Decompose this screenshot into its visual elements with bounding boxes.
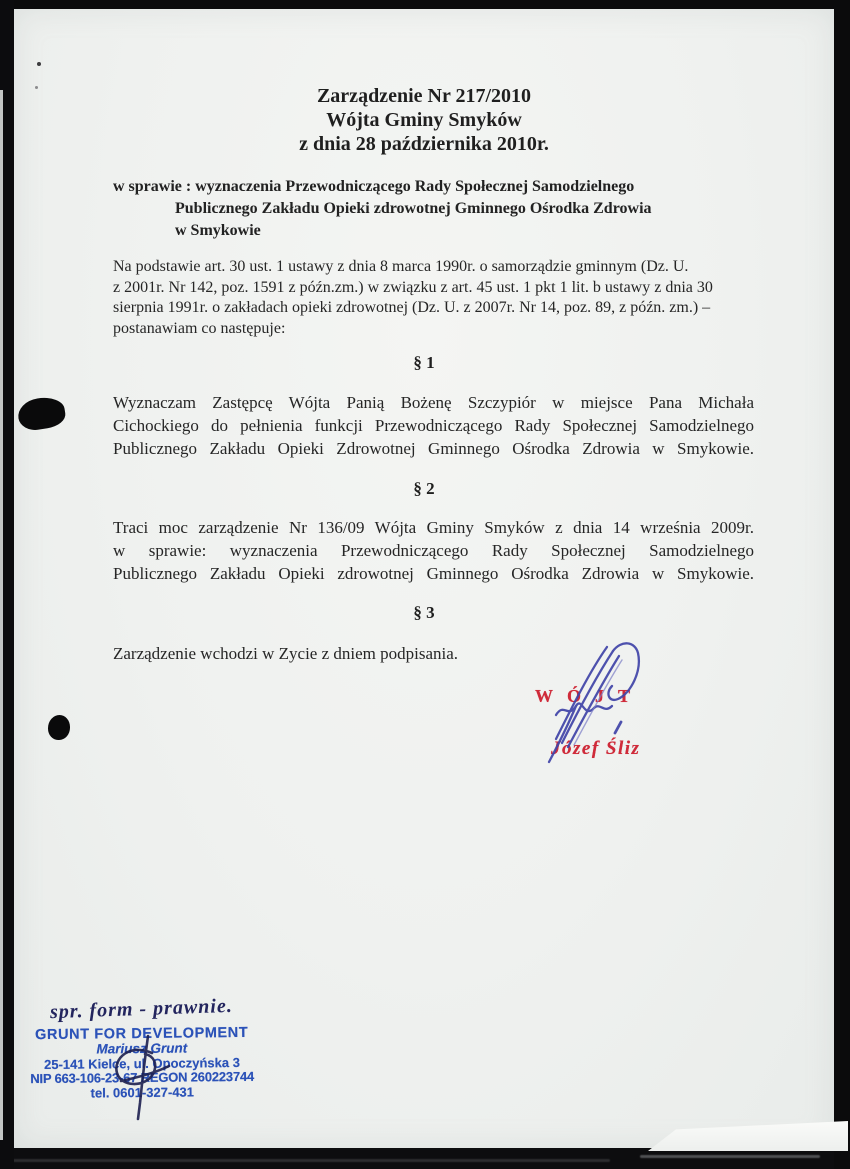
section-3-line-1: Zarządzenie wchodzi w Zycie z dniem podpisania. — [113, 644, 459, 663]
section-1-line-1: Wyznaczam Zastępcę Wójta Panią Bożenę Szczypiór w miejsce Pana Michała — [113, 393, 754, 412]
section-2-line-3: Publicznego Zakładu Opieki zdrowotnej Gminnego Ośrodka Zdrowia w Smykowie. — [113, 564, 754, 583]
section-2-heading: § 2 — [413, 479, 435, 498]
section-2-line-2: w sprawie: wyznaczenia Przewodniczącego Rady Społecznej Samodzielnego — [113, 541, 754, 560]
legal-basis-line-4: postanawiam co następuje: — [113, 319, 286, 337]
scan-speck — [37, 62, 41, 66]
firm-stamp-address: 25-141 Kielce, ul. Opoczyńska 3 — [43, 1054, 240, 1072]
scanner-bed-highlight — [640, 1155, 820, 1158]
mayor-title-stamp: WÓJT — [535, 686, 645, 706]
title-line-number: Zarządzenie Nr 217/2010 — [316, 85, 532, 107]
subject-line-1: w sprawie : wyznaczenia Przewodniczącego Rady Społecznej Samodzielnego — [113, 178, 635, 195]
firm-stamp-phone: tel. 0601-327-431 — [90, 1083, 195, 1101]
subject-line-3: w Smykowie — [175, 222, 261, 239]
subject-line-2: Publicznego Zakładu Opieki zdrowotnej Gminnego Ośrodka Zdrowia — [175, 200, 652, 217]
title-line-date: z dnia 28 października 2010r. — [299, 133, 549, 155]
section-1-paragraph — [113, 391, 754, 460]
approval-paraph-ink — [105, 1033, 183, 1121]
handwritten-signature-ink — [522, 635, 667, 780]
firm-stamp-name: GRUNT FOR DEVELOPMENT — [35, 1024, 249, 1044]
document-title — [14, 84, 834, 156]
approval-handwritten-note: spr. form - prawnie. — [49, 994, 234, 1024]
hole-punch-bottom — [48, 715, 70, 740]
firm-stamp-person: Mariusz Grunt — [96, 1040, 188, 1057]
legal-basis-line-1: Na podstawie art. 30 ust. 1 ustawy z dnia 8 marca 1990r. o samorządzie gminnym (Dz. U. — [113, 258, 689, 275]
title-line-authority: Wójta Gminy Smyków — [326, 109, 522, 131]
scan-speck — [35, 86, 38, 89]
firm-stamp-nip-regon: NIP 663-106-23-67 REGON 260223744 — [30, 1068, 255, 1087]
legal-basis-paragraph — [113, 257, 793, 339]
section-3-heading: § 3 — [413, 603, 435, 622]
section-1-line-2: Cichockiego do pełnienia funkcji Przewodniczącego Rady Społecznej Samodzielnego — [113, 416, 754, 435]
section-2-line-1: Traci moc zarządzenie Nr 136/09 Wójta Gminy Smyków z dnia 14 września 2009r. — [113, 518, 754, 537]
scan-border-right — [834, 0, 850, 1169]
section-2-paragraph — [113, 516, 754, 585]
scan-border-top — [0, 0, 850, 9]
section-1-line-3: Publicznego Zakładu Opieki Zdrowotnej Gminnego Ośrodka Zdrowia w Smykowie. — [113, 439, 754, 458]
legal-basis-line-2: z 2001r. Nr 142, poz. 1591 z późn.zm.) w związku z art. 45 ust. 1 pkt 1 lit. b ustawy z dnia 30 — [113, 278, 713, 296]
scanner-bed-highlight — [10, 1159, 610, 1162]
scanned-document-page — [14, 9, 834, 1148]
subject-block — [113, 176, 773, 242]
section-1-heading: § 1 — [413, 353, 435, 372]
scan-edge-sliver — [0, 90, 3, 1140]
mayor-name-stamp: Józef Śliz — [551, 738, 641, 759]
legal-basis-line-3: sierpnia 1991r. o zakładach opieki zdrowotnej (Dz. U. z 2007r. Nr 14, poz. 89, z późn. zm.) – — [113, 299, 711, 316]
